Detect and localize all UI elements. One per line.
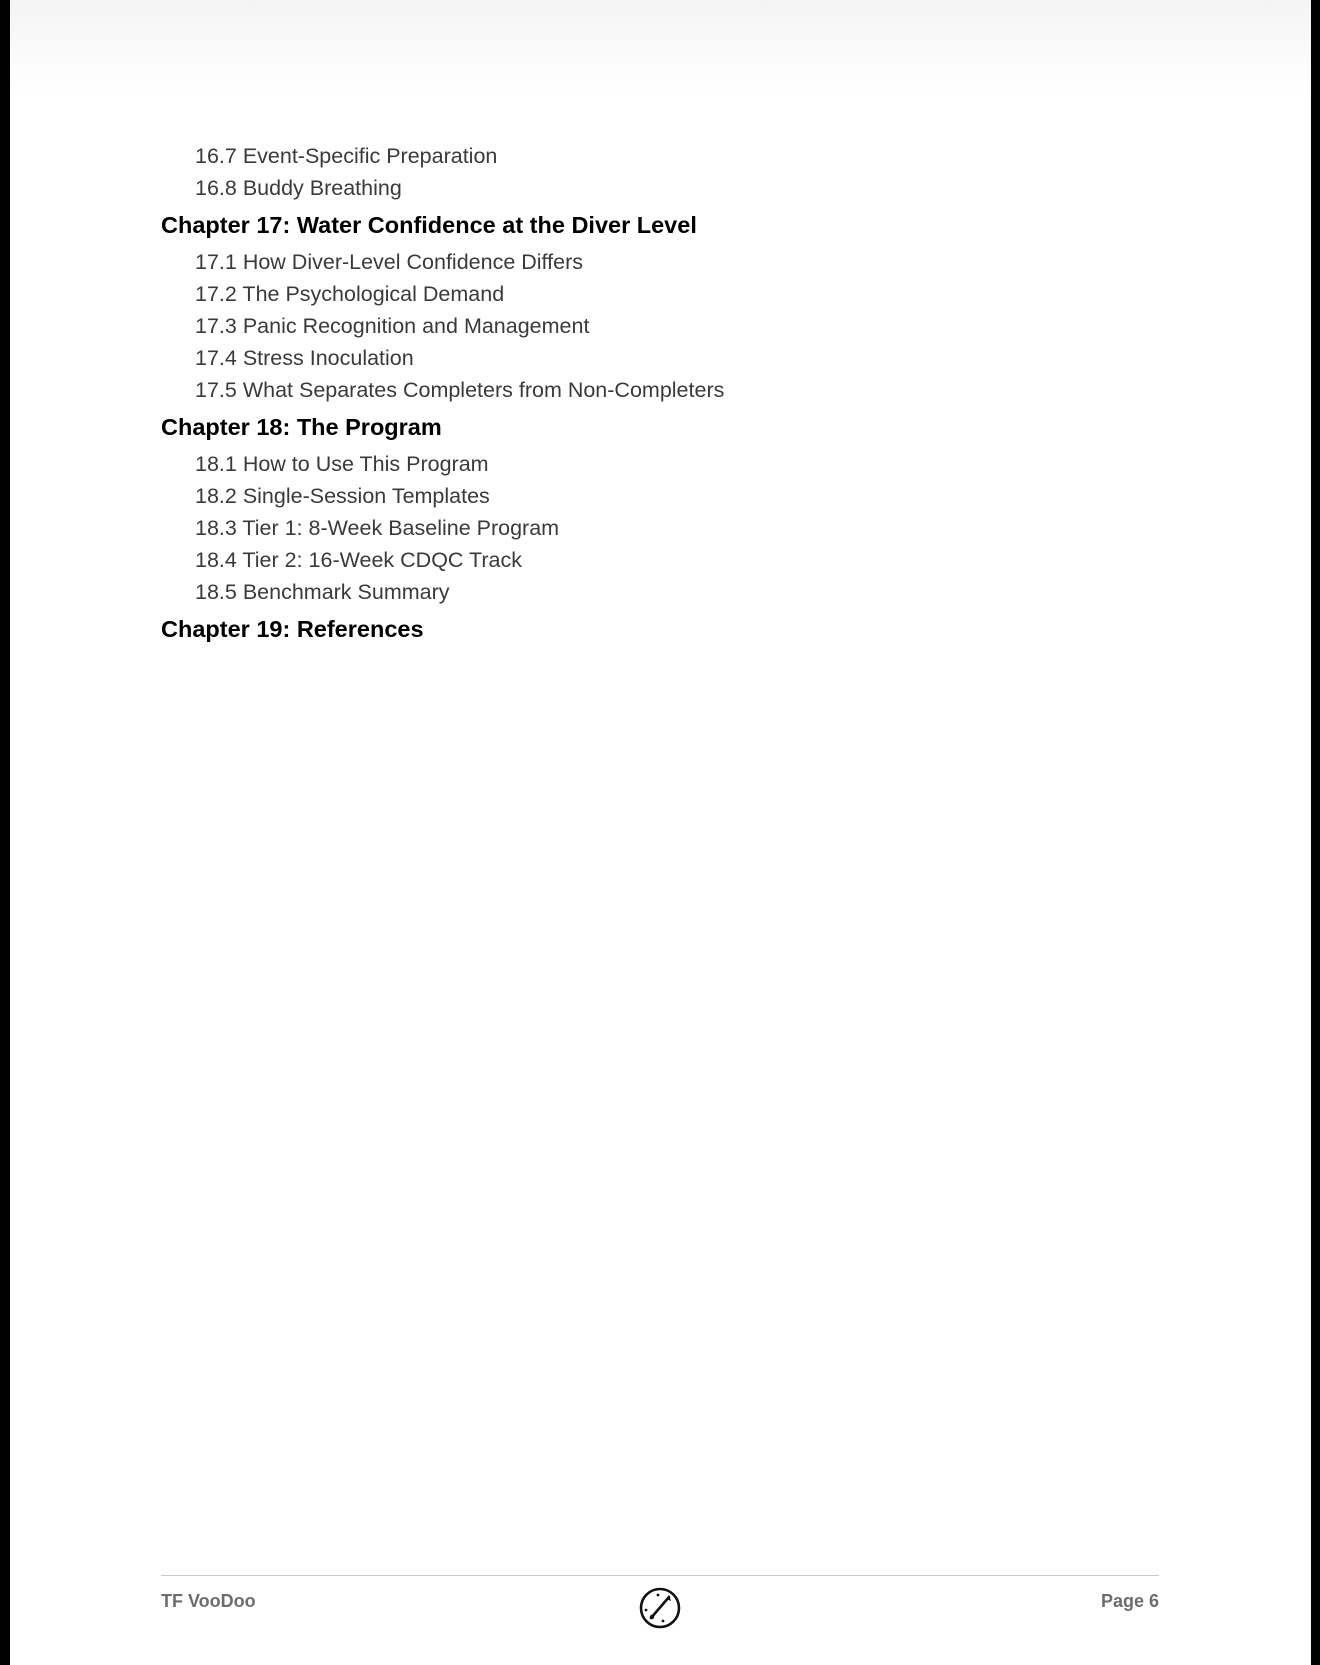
table-of-contents bbox=[161, 140, 1161, 650]
toc-chapter-17[interactable]: Chapter 17: Water Confidence at the Diver Level bbox=[161, 212, 697, 238]
page-number: Page 6 bbox=[1100, 1591, 1159, 1611]
toc-entry-18-4[interactable]: 18.4 Tier 2: 16-Week CDQC Track bbox=[195, 548, 522, 572]
toc-entry-17-5[interactable]: 17.5 What Separates Completers from Non-Completers bbox=[195, 378, 725, 402]
toc-entry-18-1[interactable]: 18.1 How to Use This Program bbox=[195, 452, 489, 476]
toc-entry-16-7[interactable]: 16.7 Event-Specific Preparation bbox=[195, 144, 498, 168]
toc-entry-18-3[interactable]: 18.3 Tier 1: 8-Week Baseline Program bbox=[195, 516, 560, 540]
footer-author: TF VooDoo bbox=[161, 1591, 256, 1611]
toc-entry-17-1[interactable]: 17.1 How Diver-Level Confidence Differs bbox=[195, 250, 583, 274]
toc-entry-18-2[interactable]: 18.2 Single-Session Templates bbox=[195, 484, 490, 508]
toc-entry-17-4[interactable]: 17.4 Stress Inoculation bbox=[195, 346, 414, 370]
footer-divider bbox=[161, 1575, 1159, 1576]
toc-entry-18-5[interactable]: 18.5 Benchmark Summary bbox=[195, 580, 450, 604]
toc-chapter-18[interactable]: Chapter 18: The Program bbox=[161, 414, 442, 440]
toc-entry-17-3[interactable]: 17.3 Panic Recognition and Management bbox=[195, 314, 590, 338]
toc-chapter-19[interactable]: Chapter 19: References bbox=[161, 616, 424, 642]
toc-entry-16-8[interactable]: 16.8 Buddy Breathing bbox=[195, 176, 402, 200]
compass-logo-icon bbox=[638, 1586, 682, 1630]
toc-entry-17-2[interactable]: 17.2 The Psychological Demand bbox=[195, 282, 505, 306]
page-top-shadow bbox=[10, 0, 1311, 100]
document-page bbox=[10, 0, 1311, 1665]
